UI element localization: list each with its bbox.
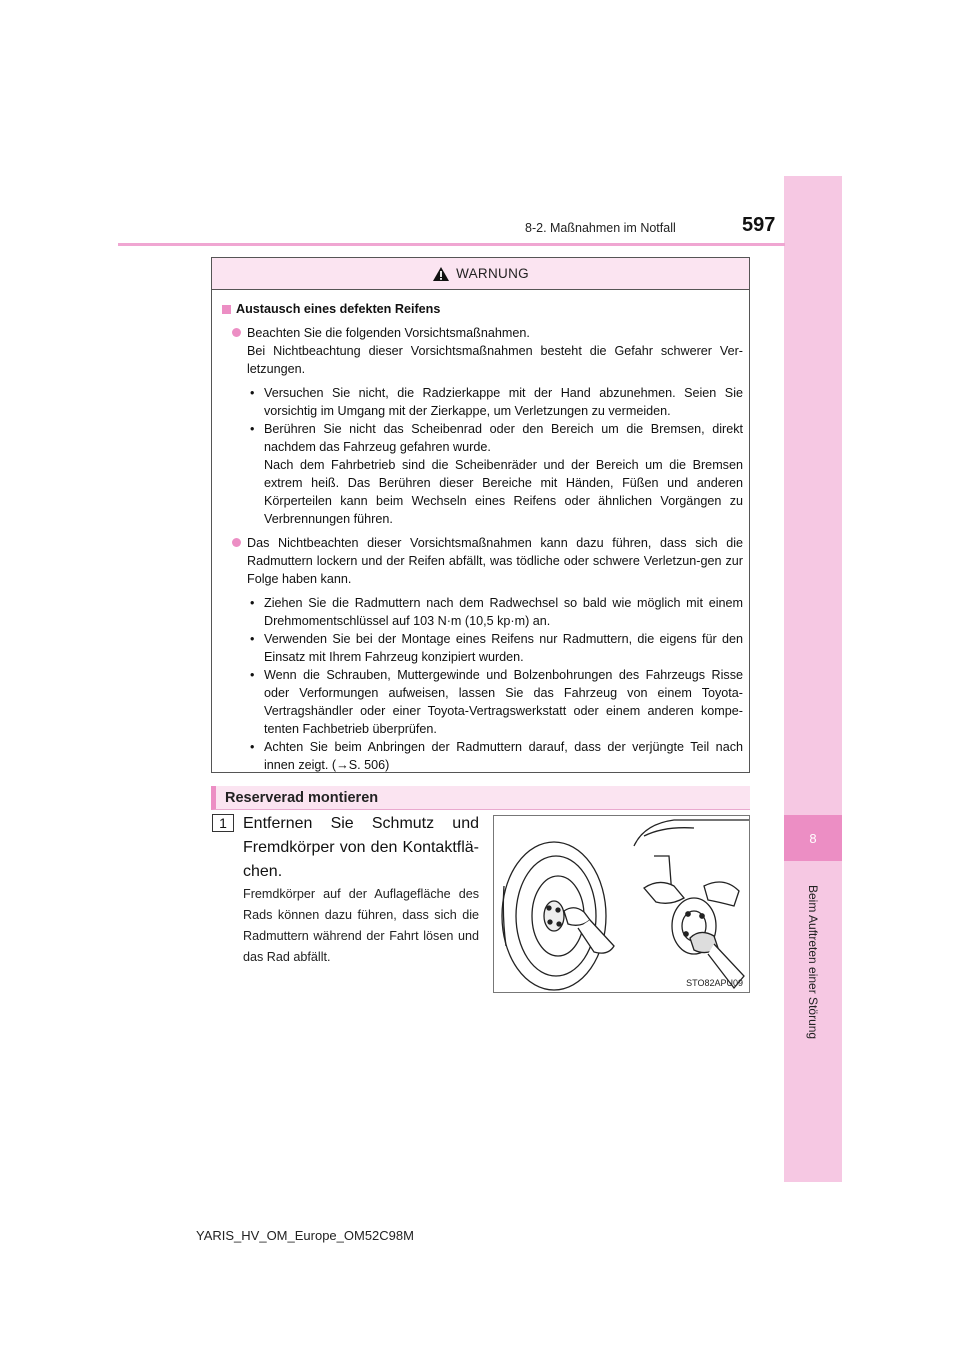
list-item: • Versuchen Sie nicht, die Radzierkappe mit der Hand abzunehmen. Seien Sie vorsichtig im Umgang mit der Zierkappe, um Verletzungen zu vermeiden. — [250, 384, 743, 420]
list-item: • Wenn die Schrauben, Muttergewinde und Bolzenbohrungen des Fahrzeugs Risse oder Verformungen aufweisen, lassen Sie das Fahrzeug von einem Toyota-Vertragshändler oder einer Toyota-Vertragswerkstatt oder einem anderen kompe-tenten Fachbetrieb überprüfen. — [250, 666, 743, 738]
square-bullet-icon — [222, 305, 231, 314]
wheel-cleaning-illustration — [493, 815, 750, 993]
step-instruction: Entfernen Sie Schmutz und Fremdkörper von den Kontaktflä-chen. — [243, 815, 479, 880]
header-divider — [118, 243, 785, 246]
page-number: 597 — [742, 214, 776, 236]
warning-point-text: Beachten Sie die folgenden Vorsichtsmaßnahmen. Bei Nichtbeachtung dieser Vorsichtsmaßnahmen besteht die Gefahr schwerer Ver-letzungen. — [247, 326, 743, 376]
wheel-illustration-icon — [494, 816, 750, 993]
warning-point-text: Das Nichtbeachten dieser Vorsichtsmaßnahmen kann dazu führen, dass sich die Radmuttern lockern und der Reifen abfällt, was tödliche oder schwere Verletzun-gen zur Folge haben kann. — [247, 536, 743, 586]
chapter-number: 8 — [784, 815, 842, 861]
list-item: • Berühren Sie nicht das Scheibenrad oder den Bereich um die Bremsen, direkt nachdem das Fahrzeug gefahren wurde. Nach dem Fahrbetrieb sind die Scheibenräder und der Bereich um die Bremsen extrem heiß. Das Berühren dieser Bereiche mit Händen, Füßen und anderen Körperteilen kann beim Wechseln eines Reifens oder ähnlichen Vorgängen zu Verbrennungen führen. — [250, 420, 743, 528]
section-title: Reserverad montieren — [211, 786, 750, 810]
list-item: • Verwenden Sie bei der Montage eines Reifens nur Radmuttern, die eigens für den Einsatz mit Ihrem Fahrzeug konzipiert wurden. — [250, 630, 743, 666]
section-heading: 8-2. Maßnahmen im Notfall — [525, 221, 676, 235]
list-item: • Ziehen Sie die Radmuttern nach dem Radwechsel so bald wie möglich mit einem Drehmomentschlüssel auf 103 N·m (10,5 kp·m) an. — [250, 594, 743, 630]
warning-subtitle: Austausch eines defekten Reifens — [236, 302, 441, 316]
circle-bullet-icon — [232, 538, 241, 547]
warning-point — [222, 534, 743, 588]
warning-point — [222, 324, 743, 378]
circle-bullet-icon — [232, 328, 241, 337]
warning-subtitle-row — [222, 300, 743, 318]
document-id: YARIS_HV_OM_Europe_OM52C98M — [196, 1228, 414, 1243]
warning-header — [212, 258, 749, 290]
warning-triangle-icon — [432, 266, 450, 282]
list-item: • Achten Sie beim Anbringen der Radmuttern darauf, dass der verjüngte Teil nach innen zeigt. (→S. 506) — [250, 738, 743, 774]
warning-title: WARNUNG — [456, 266, 529, 281]
figure-label: STO82APU09 — [686, 978, 743, 988]
step-note: Fremdkörper auf der Auflagefläche des Rads können dazu führen, dass sich die Radmuttern während der Fahrt lösen und das Rad abfällt. — [243, 887, 479, 964]
step-number-badge: 1 — [212, 814, 234, 832]
warning-bullet-list — [250, 594, 743, 774]
warning-box — [211, 257, 750, 773]
chapter-title: Beim Auftreten einer Störung — [806, 884, 820, 1040]
warning-bullet-list — [250, 384, 743, 528]
